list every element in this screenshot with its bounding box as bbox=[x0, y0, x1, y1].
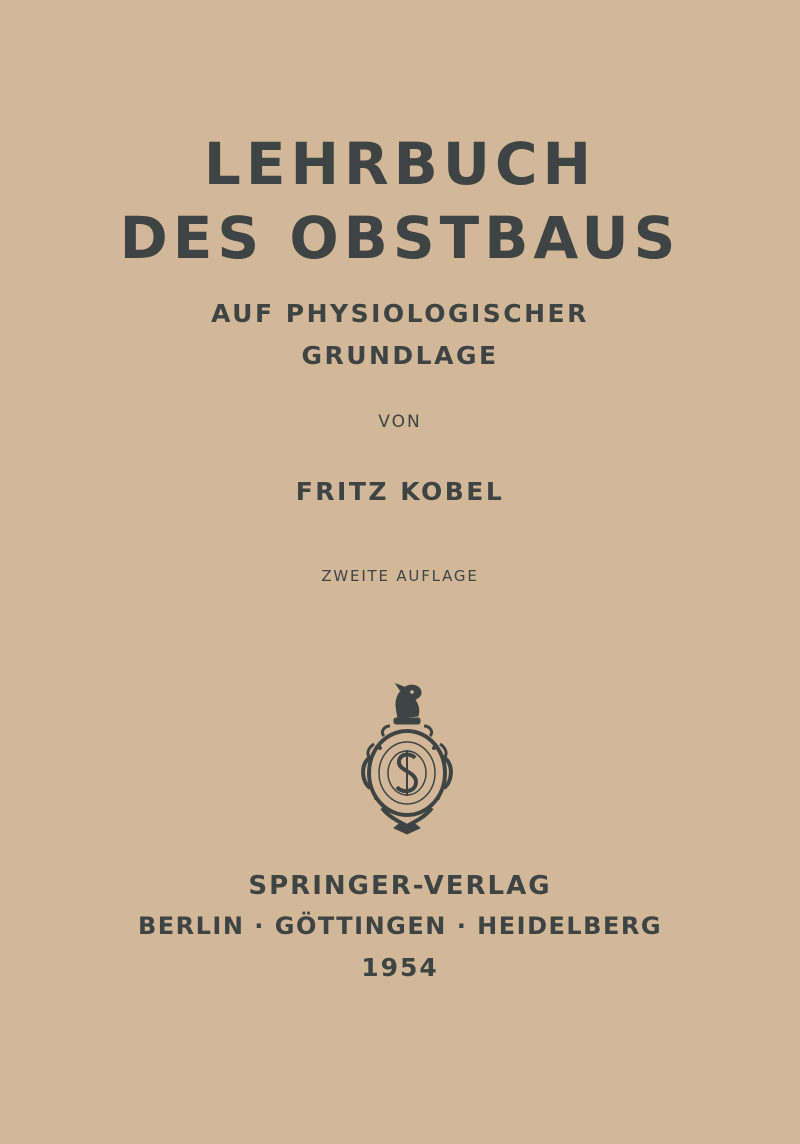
by-label: VON bbox=[378, 412, 422, 432]
springer-knight-emblem-icon bbox=[360, 678, 454, 838]
subtitle-line-1: AUF PHYSIOLOGISCHER bbox=[211, 299, 589, 328]
title-line-1: LEHRBUCH bbox=[203, 130, 597, 198]
subtitle-line-2: GRUNDLAGE bbox=[301, 341, 499, 370]
author-name: FRITZ KOBEL bbox=[295, 477, 505, 506]
edition-label: ZWEITE AUFLAGE bbox=[321, 567, 479, 585]
publisher-name: SPRINGER-VERLAG bbox=[248, 871, 552, 901]
publisher-cities: BERLIN · GÖTTINGEN · HEIDELBERG bbox=[137, 912, 663, 940]
title-line-2: DES OBSTBAUS bbox=[119, 204, 681, 272]
publication-year: 1954 bbox=[361, 953, 439, 982]
